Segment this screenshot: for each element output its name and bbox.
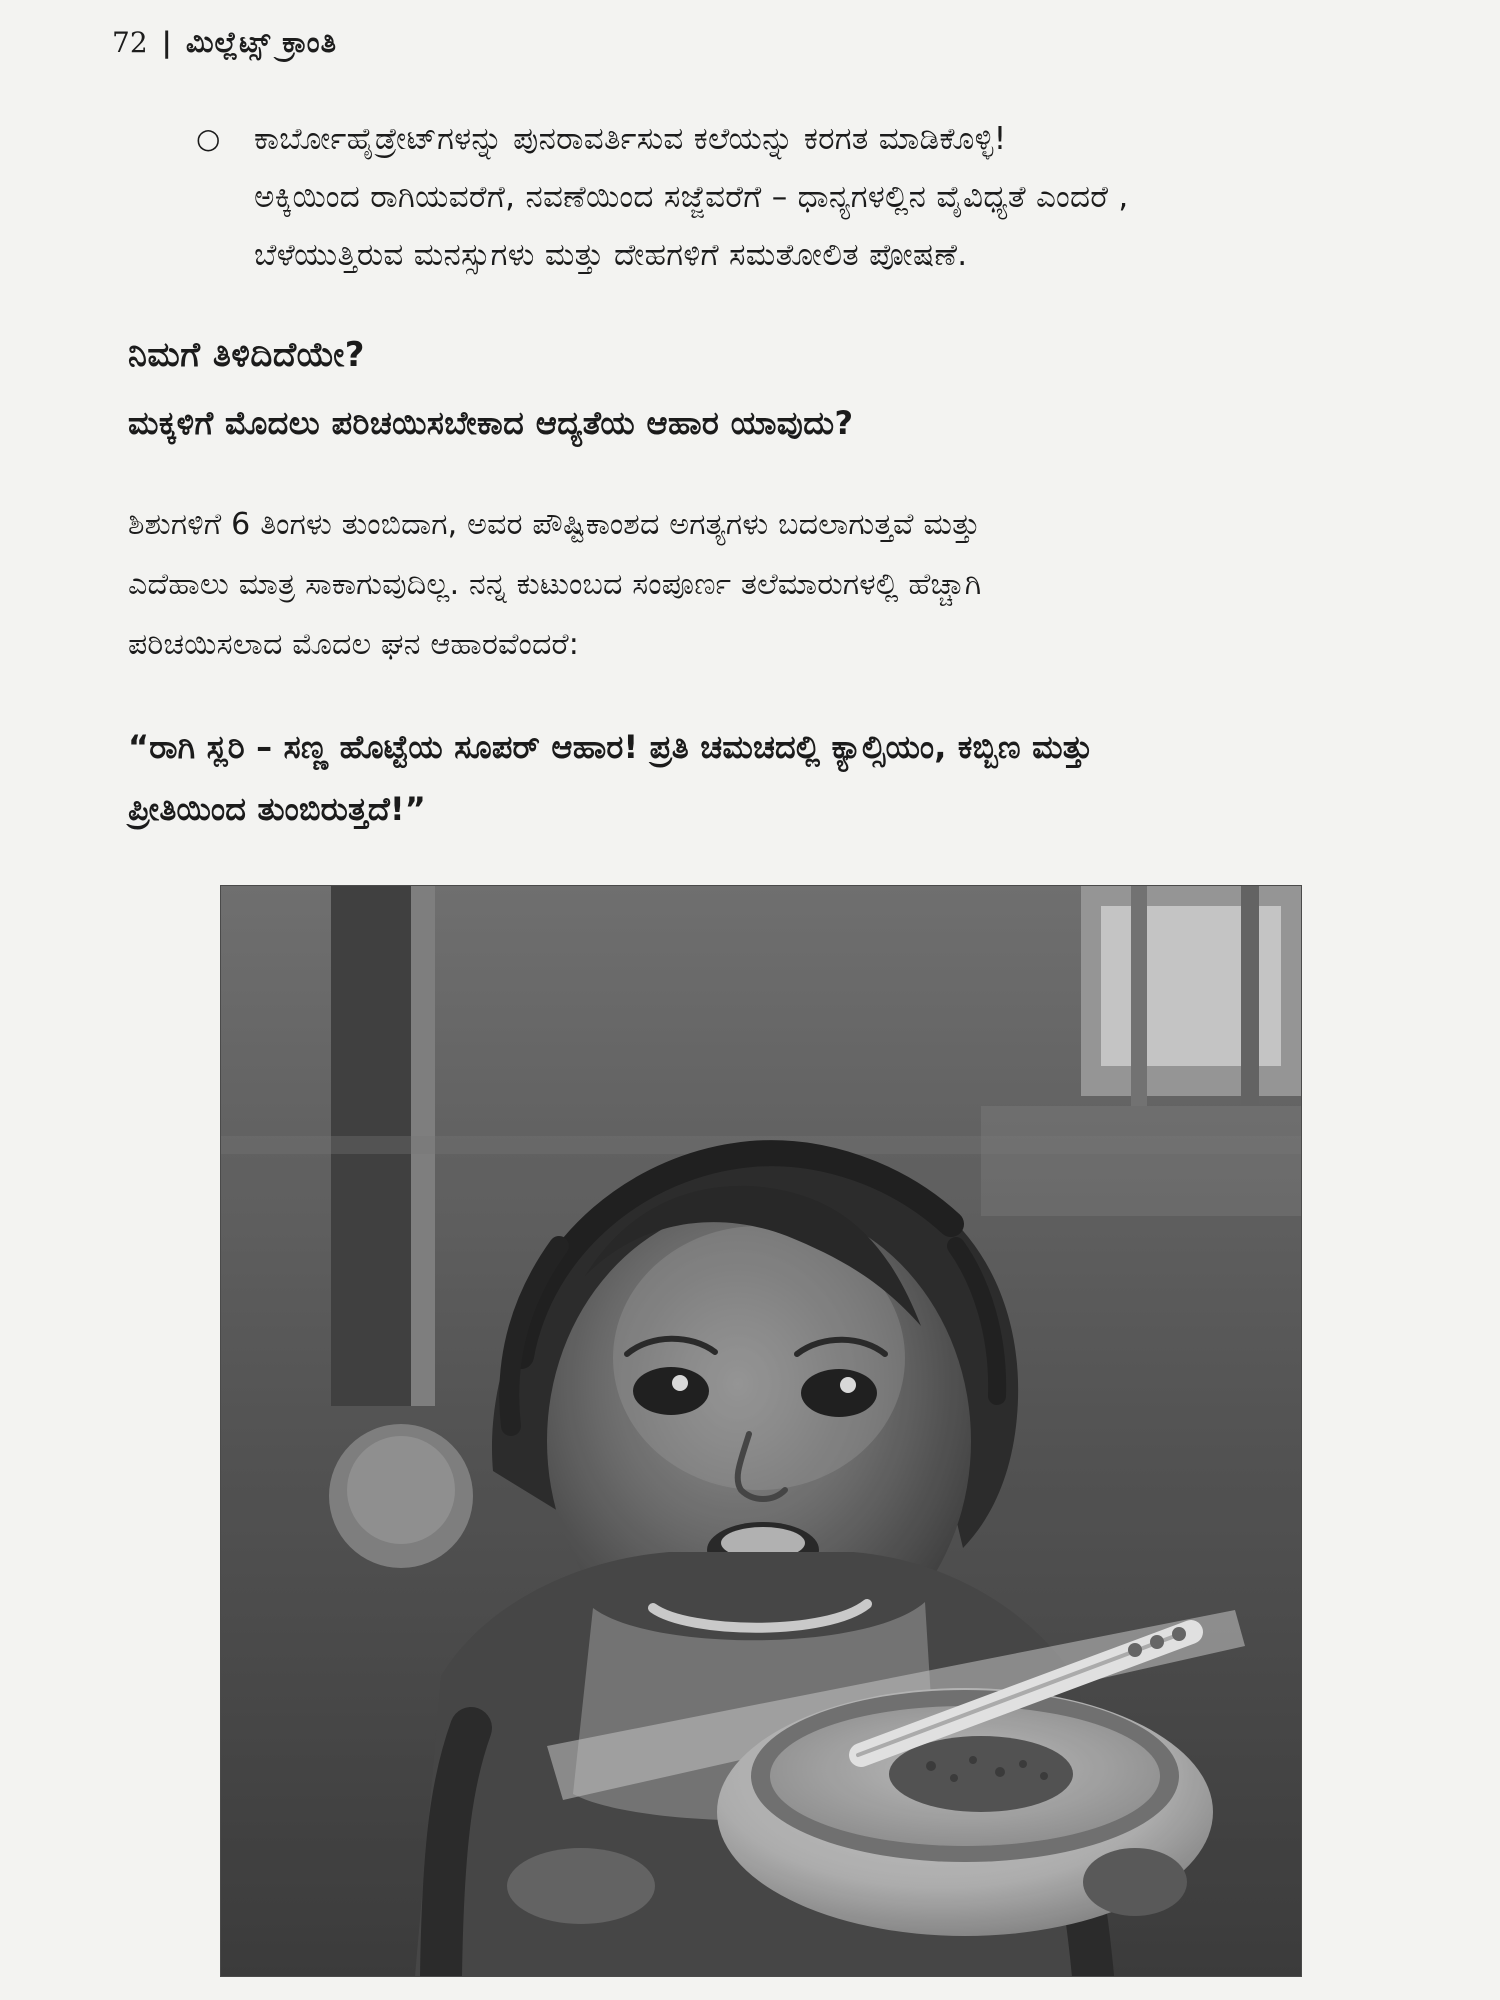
body-line: ಶಿಶುಗಳಿಗೆ 6 ತಿಂಗಳು ತುಂಬಿದಾಗ, ಅವರ ಪೌಷ್ಟಿಕಾಂಶದ ಅಗತ್ಯಗಳು ಬದಲಾಗುತ್ತವೆ ಮತ್ತು — [128, 507, 981, 542]
bullet-line-2 — [196, 168, 1396, 226]
bullet-line-1 — [196, 110, 1396, 168]
quote-block — [128, 716, 1386, 840]
page-number: 72 — [112, 25, 148, 59]
bullet-list — [196, 110, 1396, 284]
body-line: ಎದೆಹಾಲು ಮಾತ್ರ ಸಾಕಾಗುವುದಿಲ್ಲ. ನನ್ನ ಕುಟುಂಬದ ಸಂಪೂರ್ಣ ತಲೆಮಾರುಗಳಲ್ಲಿ ಹೆಚ್ಚಾಗಿ — [128, 567, 982, 602]
bullet-text-line: ಅಕ್ಕಿಯಿಂದ ರಾಗಿಯವರೆಗೆ, ನವಣೆಯಿಂದ ಸಜ್ಜೆವರೆಗೆ – ಧಾನ್ಯಗಳಲ್ಲಿನ ವೈವಿಧ್ಯತೆ ಎಂದರೆ , — [254, 179, 1129, 215]
bullet-circle-icon: ○ — [196, 122, 221, 155]
book-title: ಮಿಲ್ಲೆಟ್ಸ್ ಕ್ರಾಂತಿ — [185, 24, 337, 59]
section-heading: ನಿಮಗೆ ತಿಳಿದಿದೆಯೇ? — [128, 335, 365, 375]
baby-photo — [220, 885, 1302, 1977]
bullet-line-3 — [196, 226, 1396, 284]
section-subheading: ಮಕ್ಕಳಿಗೆ ಮೊದಲು ಪರಿಚಯಿಸಬೇಕಾದ ಆದ್ಯತೆಯ ಆಹಾರ ಯಾವುದು? — [128, 404, 854, 442]
quote-line: ಪ್ರೀತಿಯಿಂದ ತುಂಬಿರುತ್ತದೆ!” — [128, 790, 427, 828]
bullet-text-line: ಬೆಳೆಯುತ್ತಿರುವ ಮನಸ್ಸುಗಳು ಮತ್ತು ದೇಹಗಳಿಗೆ ಸಮತೋಲಿತ ಪೋಷಣೆ. — [254, 237, 968, 273]
body-line: ಪರಿಚಯಿಸಲಾದ ಮೊದಲ ಘನ ಆಹಾರವೆಂದರೆ: — [128, 627, 580, 662]
quote-line: “ರಾಗಿ ಸ್ಲರಿ – ಸಣ್ಣ ಹೊಟ್ಟೆಯ ಸೂಪರ್ ಆಹಾರ! ಪ್ರತಿ ಚಮಚದಲ್ಲಿ ಕ್ಯಾಲ್ಸಿಯಂ, ಕಬ್ಬಿಣ ಮತ್ತು — [128, 728, 1093, 766]
baby-photo-illustration — [221, 886, 1301, 1976]
header-separator: | — [161, 25, 172, 59]
page-header — [112, 22, 337, 62]
body-paragraph — [128, 495, 1386, 675]
bullet-text-line: ಕಾರ್ಬೋಹೈಡ್ರೇಟ್‌ಗಳನ್ನು ಪುನರಾವರ್ತಿಸುವ ಕಲೆಯನ್ನು ಕರಗತ ಮಾಡಿಕೊಳ್ಳಿ! — [254, 121, 1007, 157]
